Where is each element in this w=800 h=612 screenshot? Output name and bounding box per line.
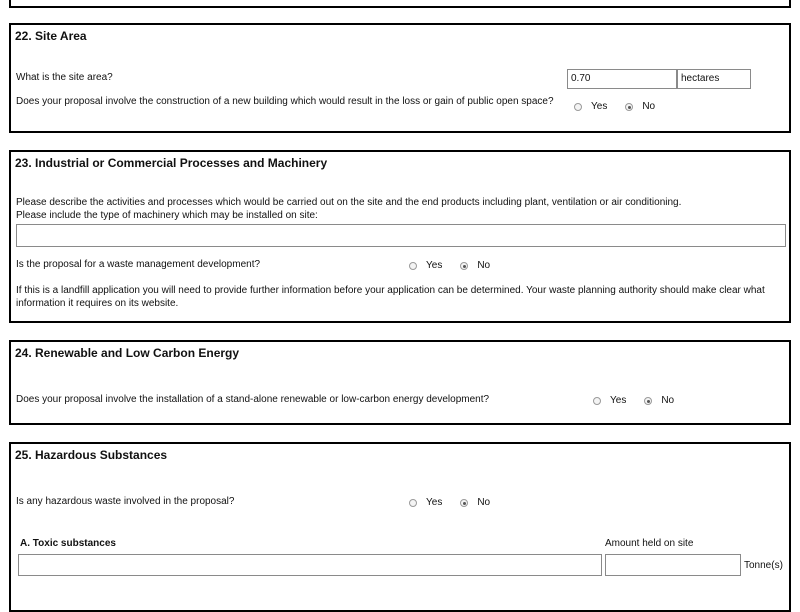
section-title: 22. Site Area — [15, 29, 87, 43]
renewable-energy-radio-group — [593, 395, 692, 406]
renewable-no-radio[interactable] — [644, 397, 652, 405]
hazardous-no-radio[interactable] — [460, 499, 468, 507]
describe-instructions-line1: Please describe the activities and processes which would be carried out on the site and the end products including plant, ventilation or air conditioning. — [16, 197, 682, 208]
open-space-question: Does your proposal involve the construction of a new building which would result in the loss or gain of public open space? — [16, 96, 554, 107]
waste-yes-radio[interactable] — [409, 262, 417, 270]
hazardous-waste-question: Is any hazardous waste involved in the proposal? — [16, 496, 235, 507]
open-space-radio-group — [574, 101, 673, 112]
previous-section-box — [9, 0, 791, 8]
section-title: 24. Renewable and Low Carbon Energy — [15, 346, 240, 360]
site-area-question: What is the site area? — [16, 72, 113, 83]
no-label: No — [477, 497, 491, 508]
amount-held-input[interactable] — [605, 554, 741, 576]
open-space-yes-radio[interactable] — [574, 103, 582, 111]
open-space-no-radio[interactable] — [625, 103, 633, 111]
describe-instructions-line2: Please include the type of machinery which may be installed on site: — [16, 210, 318, 221]
waste-management-radio-group — [409, 260, 508, 271]
section-industrial-processes — [9, 150, 791, 323]
no-label: No — [477, 260, 491, 271]
hazardous-waste-radio-group — [409, 497, 508, 508]
yes-label: Yes — [591, 101, 608, 112]
yes-label: Yes — [426, 260, 443, 271]
amount-held-heading: Amount held on site — [605, 538, 694, 549]
section-renewable-energy — [9, 340, 791, 425]
section-title: 25. Hazardous Substances — [15, 448, 168, 462]
section-site-area — [9, 23, 791, 133]
section-title: 23. Industrial or Commercial Processes and Machinery — [15, 156, 328, 170]
yes-label: Yes — [426, 497, 443, 508]
section-hazardous-substances — [9, 442, 791, 612]
waste-management-question: Is the proposal for a waste management development? — [16, 259, 261, 270]
no-label: No — [661, 395, 675, 406]
waste-no-radio[interactable] — [460, 262, 468, 270]
no-label: No — [642, 101, 656, 112]
yes-label: Yes — [610, 395, 627, 406]
amount-unit-label: Tonne(s) — [744, 560, 783, 571]
toxic-substances-input[interactable] — [18, 554, 602, 576]
renewable-yes-radio[interactable] — [593, 397, 601, 405]
hazardous-yes-radio[interactable] — [409, 499, 417, 507]
toxic-substances-heading: A. Toxic substances — [20, 538, 116, 549]
site-area-input[interactable]: 0.70 — [567, 69, 677, 89]
site-area-unit-select[interactable]: hectares — [677, 69, 751, 89]
renewable-energy-question: Does your proposal involve the installation of a stand-alone renewable or low-carbon energy development? — [16, 394, 490, 405]
landfill-note: If this is a landfill application you will need to provide further information before your application can be determined. Your waste planning authority should make clear what information it requires on its website. — [16, 285, 765, 309]
activities-description-input[interactable] — [16, 224, 786, 247]
